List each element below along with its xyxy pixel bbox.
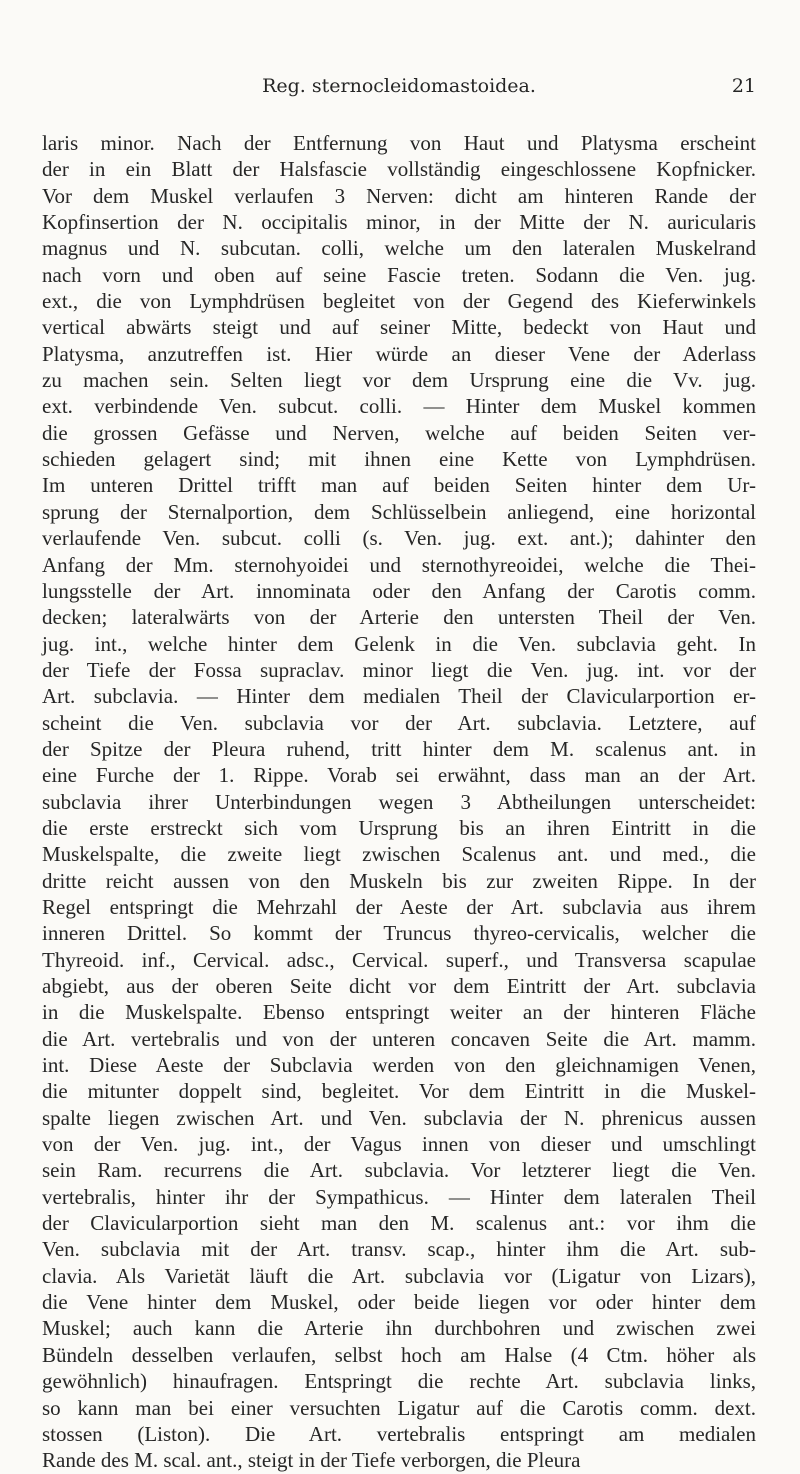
text-line: Regel entspringt die Mehrzahl der Aeste der Art. subclavia aus ihrem [42, 894, 756, 919]
text-line: die Vene hinter dem Muskel, oder beide liegen vor oder hinter dem [42, 1290, 756, 1315]
text-line: der Tiefe der Fossa supraclav. minor liegt die Ven. jug. int. vor der [42, 657, 756, 682]
text-line: Kopfinsertion der N. occipitalis minor, in der Mitte der N. auricularis [42, 210, 756, 235]
text-line: Vor dem Muskel verlaufen 3 Nerven: dicht am hinteren Rande der [42, 183, 756, 208]
text-line: die Art. vertebralis und von der unteren concaven Seite die Art. mamm. [42, 1026, 756, 1051]
running-head-title: Reg. sternocleidomastoidea. [262, 75, 536, 97]
text-line: ext. verbindende Ven. subcut. colli. — Hinter dem Muskel kommen [42, 394, 756, 419]
text-line: Im unteren Drittel trifft man auf beiden Seiten hinter dem Ur- [42, 473, 756, 498]
text-line: der Clavicularportion sieht man den M. scalenus ant.: vor ihm die [42, 1211, 756, 1236]
text-line: ext., die von Lymphdrüsen begleitet von der Gegend des Kieferwinkels [42, 289, 756, 314]
text-line: der in ein Blatt der Halsfascie vollständig eingeschlossene Kopfnicker. [42, 157, 756, 182]
text-line: Art. subclavia. — Hinter dem medialen Theil der Clavicularportion er- [42, 684, 756, 709]
text-line: sprung der Sternalportion, dem Schlüsselbein anliegend, eine horizontal [42, 499, 756, 524]
text-line: zu machen sein. Selten liegt vor dem Ursprung eine die Vv. jug. [42, 368, 756, 393]
text-line: die erste erstreckt sich vom Ursprung bis an ihren Eintritt in die [42, 815, 756, 840]
text-line: Muskel; auch kann die Arterie ihn durchbohren und zwischen zwei [42, 1316, 756, 1341]
text-line: Bündeln desselben verlaufen, selbst hoch am Halse (4 Ctm. höher als [42, 1342, 756, 1367]
text-line: Rande des M. scal. ant., steigt in der Tiefe verborgen, die Pleura [42, 1448, 581, 1473]
page-number: 21 [731, 75, 756, 97]
text-line: Muskelspalte, die zweite liegt zwischen Scalenus ant. und med., die [42, 842, 756, 867]
text-line: subclavia ihrer Unterbindungen wegen 3 Abtheilungen unterscheidet: [42, 789, 756, 814]
text-line: die mitunter doppelt sind, begleitet. Vor dem Eintritt in die Muskel- [42, 1079, 756, 1104]
text-line: nach vorn und oben auf seine Fascie treten. Sodann die Ven. jug. [42, 262, 756, 287]
text-line: gewöhnlich) hinaufragen. Entspringt die rechte Art. subclavia links, [42, 1369, 756, 1394]
text-line: spalte liegen zwischen Art. und Ven. subclavia der N. phrenicus aussen [42, 1105, 756, 1130]
text-line: clavia. Als Varietät läuft die Art. subclavia vor (Ligatur von Lizars), [42, 1263, 756, 1288]
text-line: eine Furche der 1. Rippe. Vorab sei erwähnt, dass man an der Art. [42, 763, 756, 788]
text-line: vertical abwärts steigt und auf seiner Mitte, bedeckt von Haut und [42, 315, 756, 340]
text-line: Anfang der Mm. sternohyoidei und sternothyreoidei, welche die Thei- [42, 552, 756, 577]
text-line: verlaufende Ven. subcut. colli (s. Ven. jug. ext. ant.); dahinter den [42, 526, 756, 551]
text-line: Platysma, anzutreffen ist. Hier würde an dieser Vene der Aderlass [42, 341, 756, 366]
running-head [42, 72, 756, 100]
text-line: die grossen Gefässe und Nerven, welche auf beiden Seiten ver- [42, 420, 756, 445]
text-line: stossen (Liston). Die Art. vertebralis entspringt am medialen [42, 1421, 756, 1446]
text-line: so kann man bei einer versuchten Ligatur auf die Carotis comm. dext. [42, 1395, 756, 1420]
text-line: sein Ram. recurrens die Art. subclavia. Vor letzterer liegt die Ven. [42, 1158, 756, 1183]
text-line: jug. int., welche hinter dem Gelenk in die Ven. subclavia geht. In [42, 631, 756, 656]
text-line: int. Diese Aeste der Subclavia werden von den gleichnamigen Venen, [42, 1053, 756, 1078]
text-line: abgiebt, aus der oberen Seite dicht vor dem Eintritt der Art. subclavia [42, 974, 756, 998]
text-line: von der Ven. jug. int., der Vagus innen von dieser und umschlingt [42, 1132, 756, 1157]
text-line: decken; lateralwärts von der Arterie den untersten Theil der Ven. [42, 605, 756, 630]
text-line: lungsstelle der Art. innominata oder den Anfang der Carotis comm. [42, 578, 756, 603]
text-line: in die Muskelspalte. Ebenso entspringt weiter an der hinteren Fläche [42, 1000, 756, 1025]
body-text [42, 130, 756, 1474]
text-line: inneren Drittel. So kommt der Truncus thyreo-cervicalis, welcher die [42, 921, 756, 946]
text-line: magnus und N. subcutan. colli, welche um den lateralen Muskelrand [42, 236, 756, 261]
text-line: vertebralis, hinter ihr der Sympathicus. — Hinter dem lateralen Theil [42, 1184, 756, 1209]
text-line: der Spitze der Pleura ruhend, tritt hinter dem M. scalenus ant. in [42, 736, 756, 761]
text-line: laris minor. Nach der Entfernung von Haut und Platysma erscheint [42, 131, 756, 155]
text-line: dritte reicht aussen von den Muskeln bis zur zweiten Rippe. In der [42, 868, 756, 893]
text-line: scheint die Ven. subclavia vor der Art. subclavia. Letztere, auf [42, 710, 756, 735]
text-line: Thyreoid. inf., Cervical. adsc., Cervical. superf., und Transversa scapulae [42, 947, 756, 972]
text-line: Ven. subclavia mit der Art. transv. scap., hinter ihm die Art. sub- [42, 1237, 756, 1262]
text-line: schieden gelagert sind; mit ihnen eine Kette von Lymphdrüsen. [42, 447, 756, 472]
